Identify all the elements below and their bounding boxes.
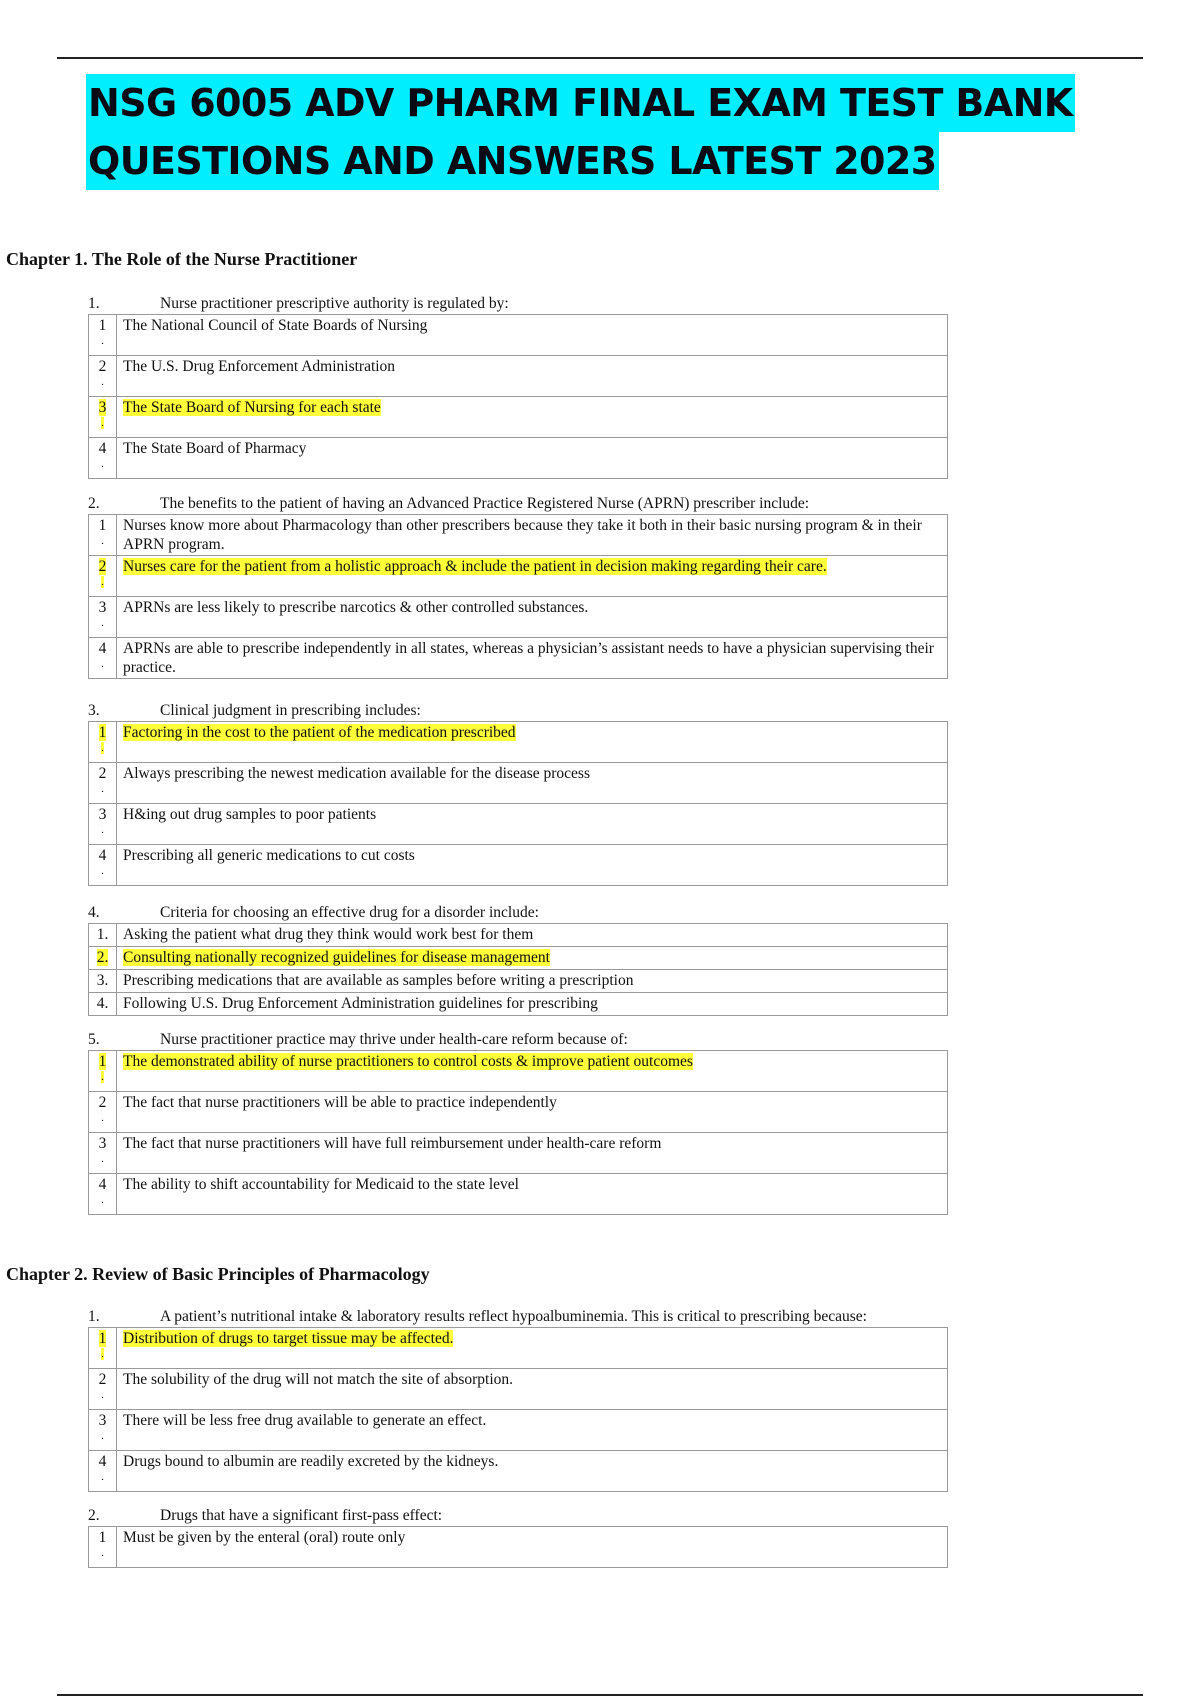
option-number-dot: .: [101, 576, 104, 588]
answer-option-correct: [89, 947, 948, 970]
answer-option: [89, 356, 948, 397]
option-number: 2: [98, 765, 107, 782]
option-text: The fact that nurse practitioners will have full reimbursement under health-care reform: [123, 1135, 662, 1152]
option-text-highlighted: Consulting nationally recognized guidelines for disease management: [123, 949, 550, 966]
option-number-dot: .: [101, 335, 104, 347]
option-number: 4.: [96, 995, 109, 1012]
question-stem: [88, 701, 948, 721]
question-text: The benefits to the patient of having an Advanced Practice Registered Nurse (APRN) prescriber include:: [160, 495, 810, 512]
answer-option: [89, 438, 948, 479]
question-stem: [88, 294, 948, 314]
option-number: 2: [98, 358, 107, 375]
option-number: 1: [98, 1529, 107, 1546]
question-c1-q5: [88, 1030, 948, 1215]
answer-option-correct: [89, 1328, 948, 1369]
option-number-dot: .: [101, 824, 104, 836]
question-text: Clinical judgment in prescribing includes:: [160, 702, 421, 719]
option-number: 1: [98, 317, 107, 334]
option-number-dot: .: [101, 865, 104, 877]
question-number: 2.: [88, 1507, 100, 1524]
option-number-dot: .: [101, 458, 104, 470]
question-c2-q1: [88, 1307, 948, 1492]
question-text: Nurse practitioner prescriptive authority is regulated by:: [160, 295, 509, 312]
option-number: 3: [98, 1135, 107, 1152]
option-text: Nurses know more about Pharmacology than other prescribers because they take it both in their basic nursing program & in their APRN program.: [123, 517, 922, 553]
option-number: 3: [98, 599, 107, 616]
answer-options-table: [88, 314, 948, 479]
question-c1-q3: [88, 701, 948, 886]
option-text: Following U.S. Drug Enforcement Administration guidelines for prescribing: [123, 995, 598, 1012]
answer-option-correct: [89, 722, 948, 763]
option-text-highlighted: The State Board of Nursing for each state: [123, 399, 381, 416]
question-number: 1.: [88, 295, 100, 312]
answer-option: [89, 804, 948, 845]
option-number: 1: [98, 1330, 107, 1347]
answer-option: [89, 1527, 948, 1568]
option-number-dot: .: [101, 417, 104, 429]
option-number-dot: .: [101, 1194, 104, 1206]
title-line-1: NSG 6005 ADV PHARM FINAL EXAM TEST BANK: [86, 74, 1075, 132]
option-text: The ability to shift accountability for Medicaid to the state level: [123, 1176, 519, 1193]
option-text-highlighted: Factoring in the cost to the patient of the medication prescribed: [123, 724, 516, 741]
answer-option: [89, 1410, 948, 1451]
answer-option-correct: [89, 1051, 948, 1092]
option-text: APRNs are able to prescribe independently in all states, whereas a physician’s assistant needs to have a physician supervising their practice.: [123, 640, 934, 676]
question-number: 1.: [88, 1308, 100, 1325]
option-text: Must be given by the enteral (oral) route only: [123, 1529, 406, 1546]
answer-options-table: [88, 514, 948, 679]
title-line-2: QUESTIONS AND ANSWERS LATEST 2023: [86, 132, 939, 190]
option-text-highlighted: Distribution of drugs to target tissue may be affected.: [123, 1330, 454, 1347]
answer-options-table: [88, 1526, 948, 1568]
answer-options-table: [88, 1327, 948, 1492]
option-number-dot: .: [101, 1547, 104, 1559]
option-number: 2: [98, 1371, 107, 1388]
document-title: [86, 74, 1075, 190]
option-text-highlighted: Nurses care for the patient from a holistic approach & include the patient in decision making regarding their care.: [123, 558, 827, 575]
option-number-dot: .: [101, 376, 104, 388]
option-number: 3: [98, 806, 107, 823]
answer-option: [89, 1092, 948, 1133]
option-number: 4: [98, 847, 107, 864]
question-text: Nurse practitioner practice may thrive under health-care reform because of:: [160, 1031, 628, 1048]
option-text: The State Board of Pharmacy: [123, 440, 307, 457]
chapter-2-heading: Chapter 2. Review of Basic Principles of Pharmacology: [6, 1264, 430, 1284]
answer-option: [89, 515, 948, 556]
question-number: 4.: [88, 904, 100, 921]
answer-option: [89, 1369, 948, 1410]
option-number-dot: .: [101, 1153, 104, 1165]
answer-options-table: [88, 923, 948, 1016]
option-number-dot: .: [101, 1471, 104, 1483]
option-number-dot: .: [101, 658, 104, 670]
option-number: 1.: [96, 926, 109, 943]
answer-option: [89, 1133, 948, 1174]
option-number-dot: .: [101, 1071, 104, 1083]
option-text: Asking the patient what drug they think would work best for them: [123, 926, 534, 943]
question-c1-q1: [88, 294, 948, 479]
option-number: 2: [98, 1094, 107, 1111]
option-number-dot: .: [101, 783, 104, 795]
option-text: The fact that nurse practitioners will be able to practice independently: [123, 1094, 557, 1111]
option-number-dot: .: [101, 1430, 104, 1442]
top-rule: [57, 57, 1143, 59]
bottom-rule: [57, 1694, 1143, 1696]
answer-option: [89, 315, 948, 356]
question-stem: [88, 494, 948, 514]
option-text-highlighted: The demonstrated ability of nurse practitioners to control costs & improve patient outcomes: [123, 1053, 693, 1070]
option-text: The U.S. Drug Enforcement Administration: [123, 358, 396, 375]
option-text: The solubility of the drug will not match the site of absorption.: [123, 1371, 514, 1388]
answer-option: [89, 1451, 948, 1492]
option-number-dot: .: [101, 535, 104, 547]
option-number: 1: [98, 517, 107, 534]
option-number: 2.: [96, 949, 109, 966]
answer-options-table: [88, 1050, 948, 1215]
option-number: 1: [98, 724, 107, 741]
question-c1-q4: [88, 903, 948, 1016]
option-text: Prescribing all generic medications to cut costs: [123, 847, 415, 864]
option-text: Drugs bound to albumin are readily excreted by the kidneys.: [123, 1453, 499, 1470]
answer-option: [89, 638, 948, 679]
option-number-dot: .: [101, 617, 104, 629]
question-stem: [88, 1030, 948, 1050]
option-number: 4: [98, 1453, 107, 1470]
question-text: A patient’s nutritional intake & laboratory results reflect hypoalbuminemia. This is critical to prescribing because:: [160, 1308, 867, 1325]
answer-option-correct: [89, 397, 948, 438]
answer-option: [89, 845, 948, 886]
answer-option: [89, 970, 948, 993]
answer-option: [89, 597, 948, 638]
answer-options-table: [88, 721, 948, 886]
option-number: 4: [98, 640, 107, 657]
option-number-dot: .: [101, 742, 104, 754]
option-number: 2: [98, 558, 107, 575]
answer-option: [89, 993, 948, 1016]
question-c2-q2: [88, 1506, 948, 1568]
option-text: Prescribing medications that are available as samples before writing a prescription: [123, 972, 634, 989]
question-text: Drugs that have a significant first-pass effect:: [160, 1507, 443, 1524]
question-stem: [88, 1506, 948, 1526]
option-number: 3: [98, 399, 107, 416]
option-text: H&ing out drug samples to poor patients: [123, 806, 377, 823]
option-number: 4: [98, 1176, 107, 1193]
option-number: 1: [98, 1053, 107, 1070]
answer-option: [89, 924, 948, 947]
option-text: Always prescribing the newest medication available for the disease process: [123, 765, 590, 782]
question-number: 2.: [88, 495, 100, 512]
option-number-dot: .: [101, 1348, 104, 1360]
option-number-dot: .: [101, 1112, 104, 1124]
question-number: 3.: [88, 702, 100, 719]
option-number: 4: [98, 440, 107, 457]
answer-option: [89, 1174, 948, 1215]
question-stem: [88, 1307, 948, 1327]
answer-option: [89, 763, 948, 804]
option-number: 3: [98, 1412, 107, 1429]
question-stem: [88, 903, 948, 923]
question-text: Criteria for choosing an effective drug for a disorder include:: [160, 904, 539, 921]
question-number: 5.: [88, 1031, 100, 1048]
option-text: APRNs are less likely to prescribe narcotics & other controlled substances.: [123, 599, 589, 616]
answer-option-correct: [89, 556, 948, 597]
question-c1-q2: [88, 494, 948, 679]
option-number: 3.: [96, 972, 109, 989]
option-text: There will be less free drug available to generate an effect.: [123, 1412, 487, 1429]
chapter-1-heading: Chapter 1. The Role of the Nurse Practitioner: [6, 249, 358, 269]
option-text: The National Council of State Boards of Nursing: [123, 317, 428, 334]
option-number-dot: .: [101, 1389, 104, 1401]
